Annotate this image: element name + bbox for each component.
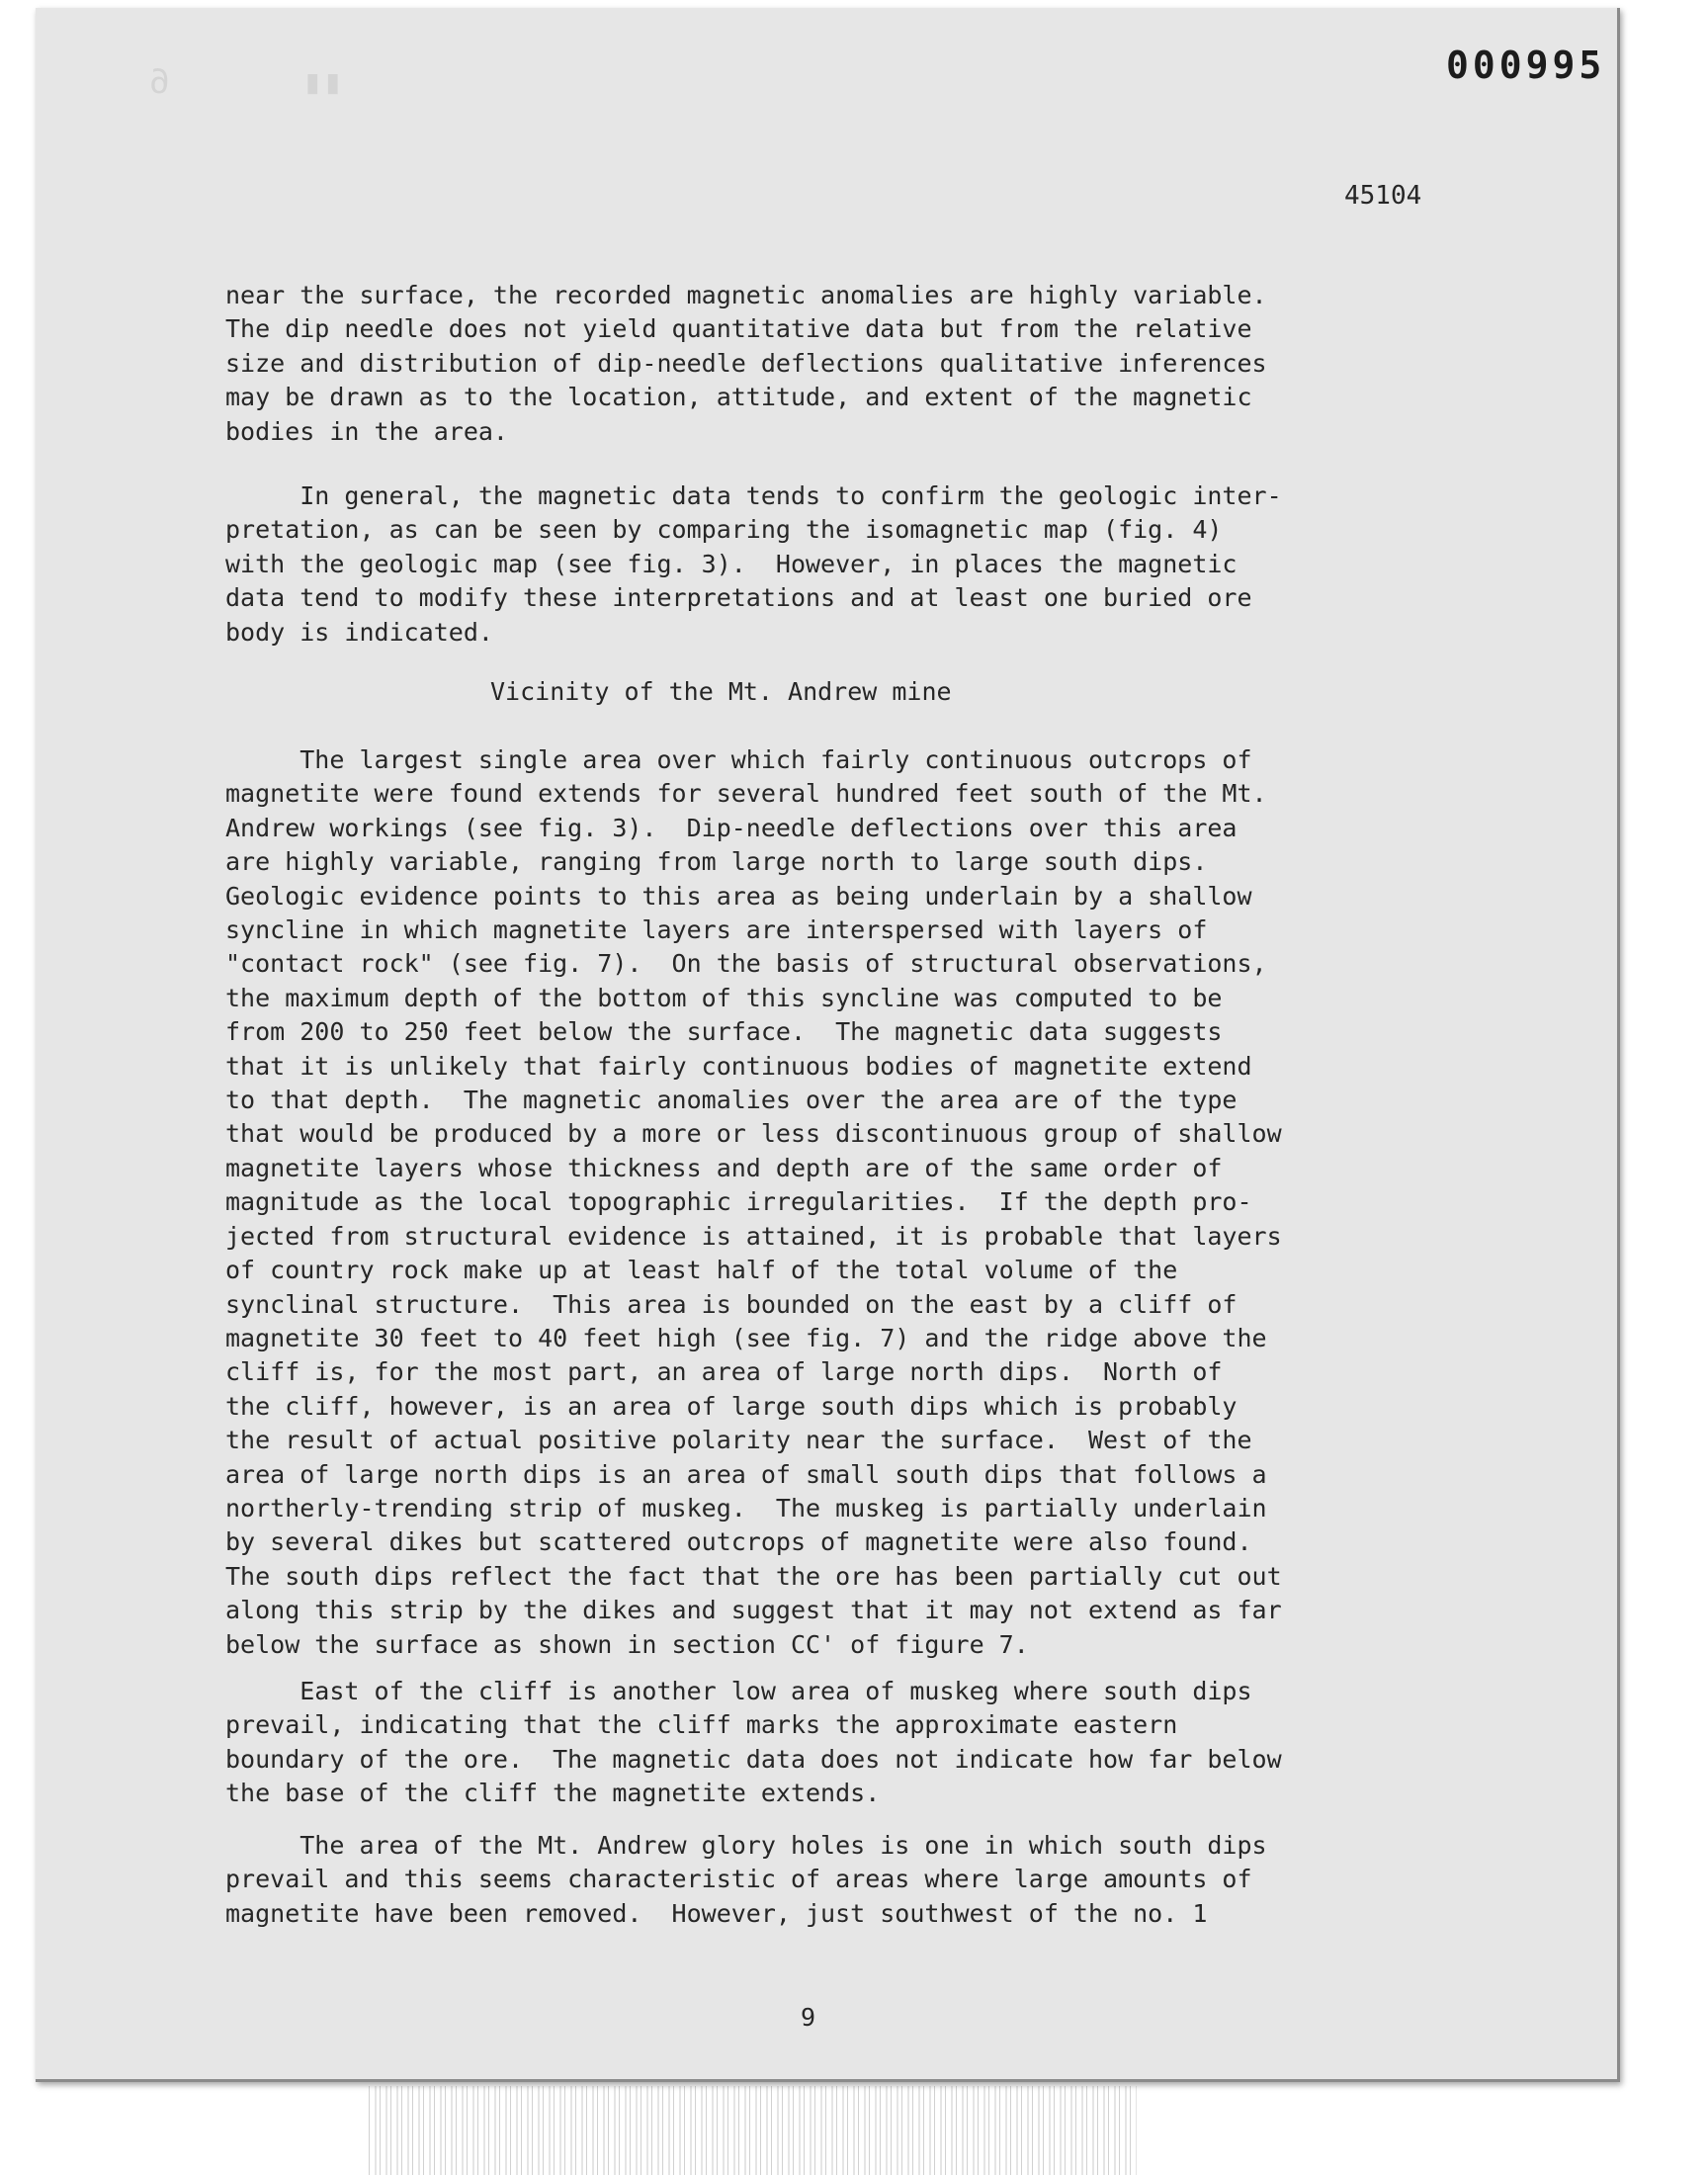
paragraph-5: The area of the Mt. Andrew glory holes is one in which south dips prevail and this seems characteristic of areas where large amounts of magnetite have been removed. However, just southwest of the no. 1 <box>225 1831 1267 1928</box>
scanner-artifact <box>366 2086 1137 2175</box>
file-number: 45104 <box>1344 181 1422 211</box>
paragraph-1: near the surface, the recorded magnetic anomalies are highly variable. The dip needle does not yield quantitative data but from the relative size and distribution of dip-needle deflections qualitative inferences may be drawn as to the location, attitude, and extent of the magnetic bodies in the area. <box>225 281 1267 446</box>
paragraph-4: East of the cliff is another low area of muskeg where south dips prevail, indicating that the cliff marks the approximate eastern boundary of the ore. The magnetic data does not indicate how far below the base of the cliff the magnetite extends. <box>225 1677 1282 1808</box>
page-number: 9 <box>801 2003 816 2032</box>
paragraph-2: In general, the magnetic data tends to confirm the geologic inter- pretation, as can be seen by comparing the isomagnetic map (fig. 4) with the geologic map (see fig. 3). However, in places the magnetic data tend to modify these interpretations and at least one buried ore body is indicated. <box>225 481 1282 647</box>
paragraph-3: The largest single area over which fairly continuous outcrops of magnetite were found extends for several hundred feet south of the Mt. Andrew workings (see fig. 3). Dip-needle deflections over this area are highly variable, ranging from large north to large south dips. Geologic evidence points to this area as being underlain by a shallow syncline in which magnetite layers are interspersed with layers of "contact rock" (see fig. 7). On the basis of structural observations, the maximum depth of the bottom of this syncline was computed to be from 200 to 250 feet below the surface. The magnetic data suggests that it is unlikely that fairly continuous bodies of magnetite extend to that depth. The magnetic anomalies over the area are of the type that would be produced by a more or less discontinuous group of shallow magnetite layers whose thickness and depth are of the same order of magnitude as the local topographic irregularities. If the depth pro- jected from structural evidence is attained, it is probable that layers of country rock make up at least half of the total volume of the synclinal structure. This area is bounded on the east by a cliff of magnetite 30 feet to 40 feet high (see fig. 7) and the ridge above the cliff is, for the most part, an area of large north dips. North of the cliff, however, is an area of large south dips which is probably the result of actual positive polarity near the surface. West of the area of large north dips is an area of small south dips that follows a northerly-trending strip of muskeg. The muskeg is partially underlain by several dikes but scattered outcrops of magnetite were also found. The south dips reflect the fact that the ore has been partially cut out along this strip by the dikes and suggest that it may not extend as far below the surface as shown in section CC' of figure 7. <box>225 745 1282 1659</box>
bleed-through-mark: ▮▮ <box>302 62 343 102</box>
bleed-through-mark: 6 <box>149 62 170 102</box>
document-stamp-number: 000995 <box>1446 44 1606 87</box>
section-heading: Vicinity of the Mt. Andrew mine <box>490 677 952 706</box>
